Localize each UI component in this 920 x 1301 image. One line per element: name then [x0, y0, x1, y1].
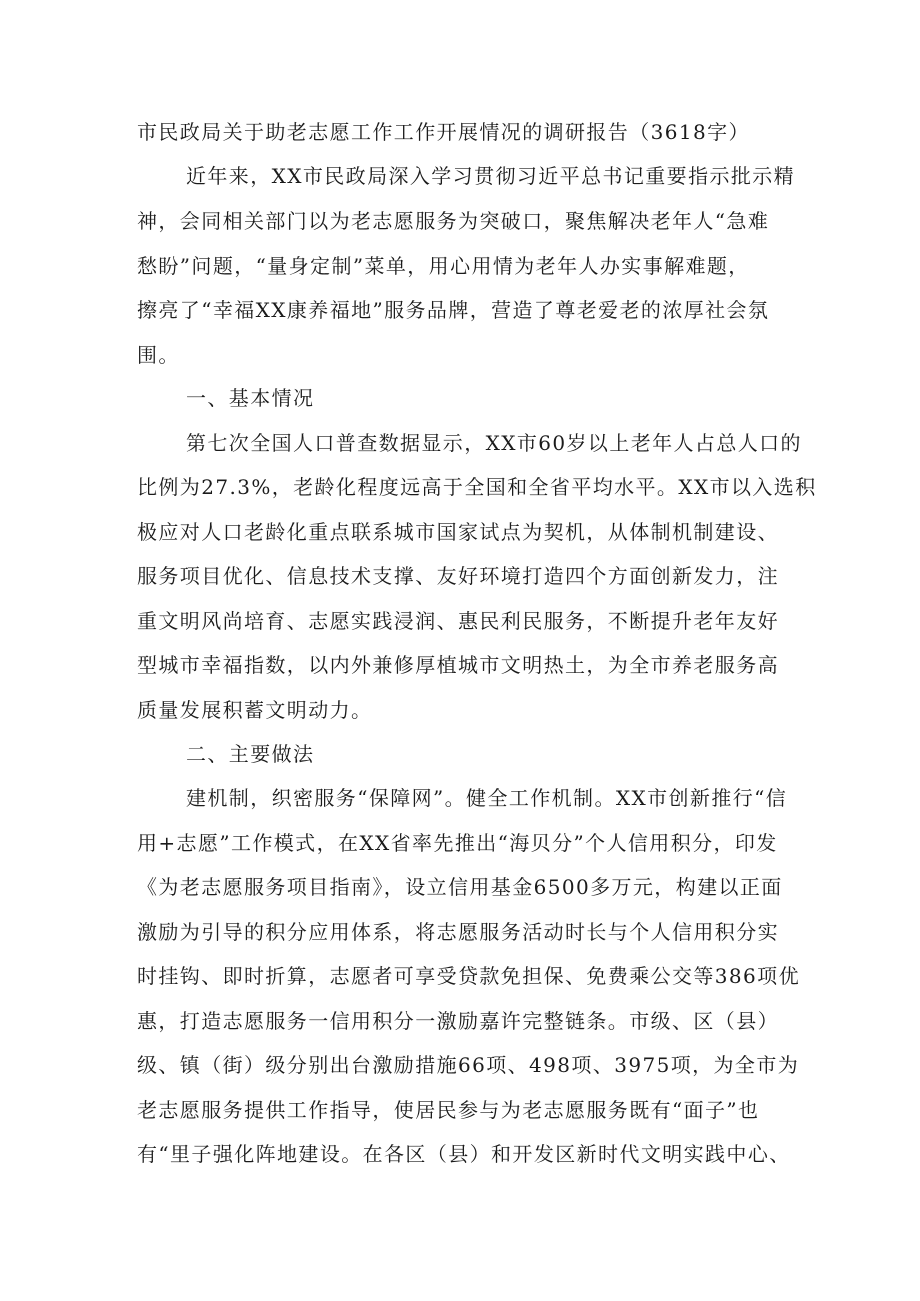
section2-line-8: 老志愿服务提供工作指导，使居民参与为老志愿服务既有“面子”也	[137, 1098, 760, 1122]
intro-line-2: 神，会同相关部门以为老志愿服务为突破口，聚焦解决老年人“急难	[137, 209, 770, 233]
section2-line-2: 用+志愿”工作模式，在XX省率先推出“海贝分”个人信用积分，印发	[137, 831, 778, 855]
section1-line-7: 质量发展积蓄文明动力。	[137, 698, 373, 722]
section1-line-1: 第七次全国人口普查数据显示，XX市60岁以上老年人占总人口的	[186, 431, 802, 455]
section2-line-6: 惠，打造志愿服务一信用积分一激励嘉许完整链条。市级、区（县）	[137, 1009, 779, 1033]
section2-line-9: 有“里子强化阵地建设。在各区（县）和开发区新时代文明实践中心、	[137, 1142, 791, 1166]
section2-line-1: 建机制，织密服务“保障网”。健全工作机制。XX市创新推行“信	[186, 786, 788, 810]
section1-line-6: 型城市幸福指数，以内外兼修厚植城市文明热土，为全市养老服务高	[137, 653, 779, 677]
document-title: 市民政局关于助老志愿工作工作开展情况的调研报告（3618字）	[137, 120, 750, 144]
section2-line-3: 《为老志愿服务项目指南》，设立信用基金6500多万元，构建以正面	[137, 875, 783, 899]
section1-line-3: 极应对人口老龄化重点联系城市国家试点为契机，从体制机制建设、	[137, 520, 779, 544]
section2-heading: 二、主要做法	[186, 742, 315, 766]
intro-line-4: 擦亮了“幸福XX康养福地”服务品牌，营造了尊老爱老的浓厚社会氛	[137, 298, 770, 322]
section2-line-7: 级、镇（街）级分别出台激励措施66项、498项、3975项，为全市为	[137, 1053, 800, 1077]
section2-line-5: 时挂钩、即时折算，志愿者可享受贷款免担保、免费乘公交等386项优	[137, 964, 800, 988]
intro-line-5: 围。	[137, 343, 180, 367]
section1-line-4: 服务项目优化、信息技术支撑、友好环境打造四个方面创新发力，注	[137, 564, 779, 588]
intro-line-1: 近年来，XX市民政局深入学习贯彻习近平总书记重要指示批示精	[186, 164, 796, 188]
section1-line-2: 比例为27.3%，老龄化程度远高于全国和全省平均水平。XX市以入选积	[137, 475, 817, 499]
section2-line-4: 激励为引导的积分应用体系，将志愿服务活动时长与个人信用积分实	[137, 920, 779, 944]
intro-line-3: 愁盼”问题，“量身定制”菜单，用心用情为老年人办实事解难题，	[137, 254, 750, 278]
section1-line-5: 重文明风尚培育、志愿实践浸润、惠民利民服务，不断提升老年友好	[137, 609, 779, 633]
section1-heading: 一、基本情况	[186, 386, 315, 410]
